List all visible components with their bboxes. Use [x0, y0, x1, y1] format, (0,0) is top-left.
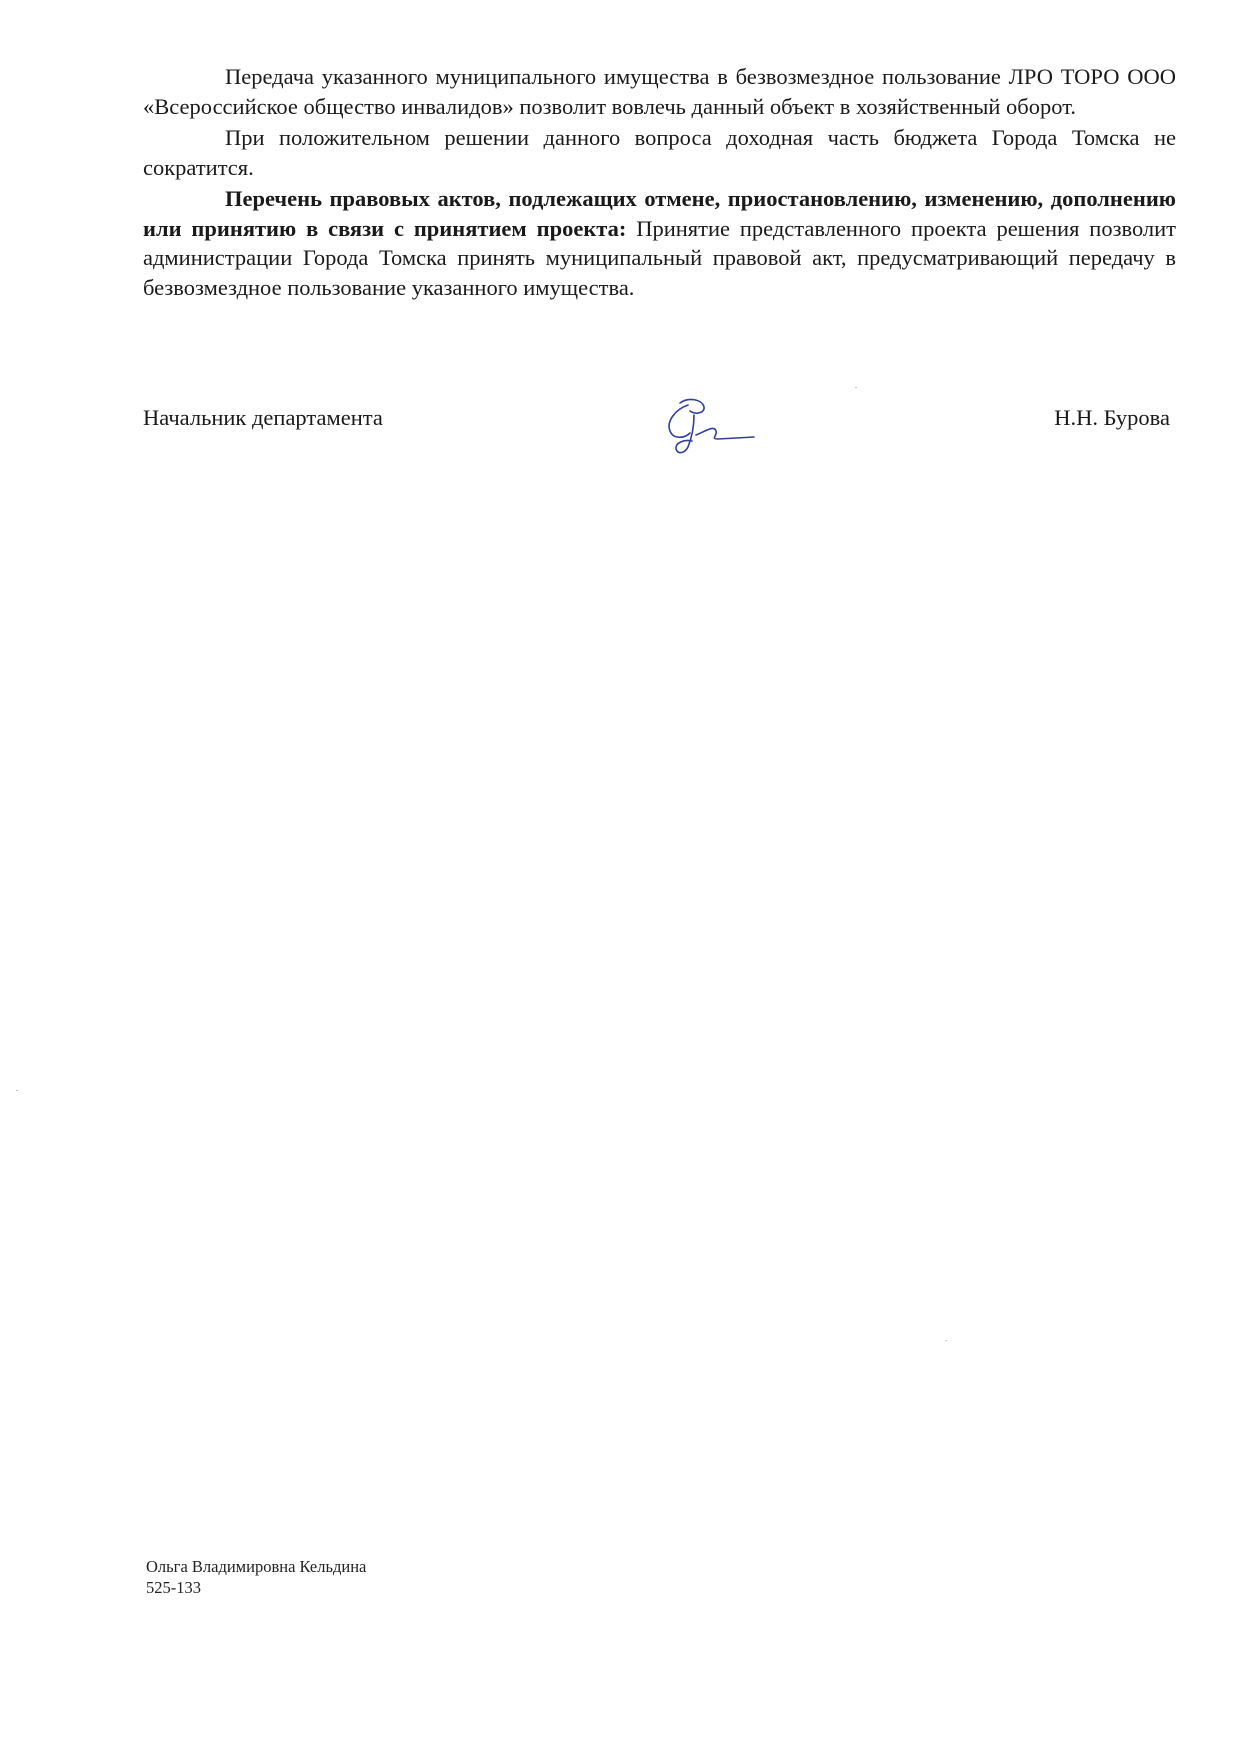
paragraph-transfer: Передача указанного муниципального имущества в безвозмездное пользование ЛРО ТОРО ООО «Всероссийское общество инвалидов» позволит вовлечь данный объект в хозяйственный оборот.	[143, 64, 1176, 119]
scan-speck	[16, 1090, 18, 1091]
paragraph-legal-acts	[143, 184, 1176, 302]
paragraph-budget: При положительном решении данного вопроса доходная часть бюджета Города Томска не сократится.	[143, 125, 1176, 180]
handwritten-signature	[658, 395, 758, 460]
legal-acts-heading: Перечень правовых актов, подлежащих отмене, приостановлению, изменению, дополнению или принятию в связи с принятием проекта:	[143, 186, 1176, 241]
scan-speck	[945, 1340, 947, 1341]
signature-block	[143, 405, 1176, 475]
document-body	[143, 62, 1176, 304]
executor-phone: 525-133	[146, 1578, 201, 1597]
signature-stroke	[696, 428, 754, 439]
executor-block	[146, 1556, 366, 1598]
signatory-name: Н.Н. Бурова	[1054, 405, 1170, 430]
scan-speck	[855, 387, 857, 388]
executor-name: Ольга Владимировна Кельдина	[146, 1557, 367, 1576]
legal-acts-text: Принятие представленного проекта решения позволит администрации Города Томска принять муниципальный правовой акт, предусматривающий передачу в безвозмездное пользование указанного имущества.	[143, 215, 1176, 300]
signatory-position: Начальник департамента	[143, 405, 383, 430]
signature-stroke	[669, 405, 690, 437]
signature-stroke	[676, 415, 694, 453]
